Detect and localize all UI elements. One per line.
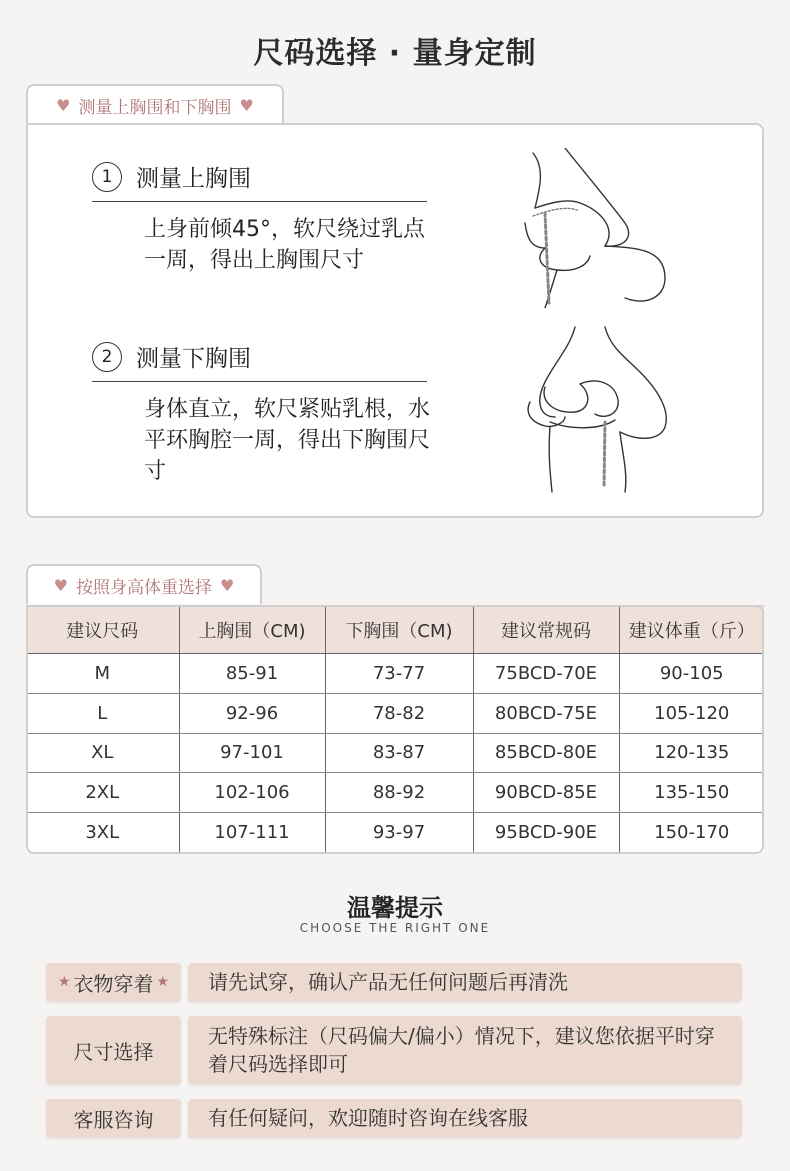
tip-label: 尺寸选择: [46, 1016, 181, 1084]
step-1-description: 上身前倾45°，软尺绕过乳点一周，得出上胸围尺寸: [144, 217, 425, 273]
tab-measure[interactable]: [26, 84, 284, 124]
table-cell: 105-120: [619, 693, 764, 733]
heart-icon: ♥: [56, 95, 71, 115]
body-illustration-upper: [505, 148, 675, 308]
table-cell: M: [26, 654, 179, 694]
table-row: [26, 693, 764, 733]
step-2-title: 测量下胸围: [136, 346, 251, 372]
step-1-heading: [92, 160, 427, 202]
tip-text: 请先试穿，确认产品无任何问题后再清洗: [188, 963, 742, 1001]
table-cell: XL: [26, 733, 179, 773]
table-row: [26, 733, 764, 773]
tips-subtitle: CHOOSE THE RIGHT ONE: [299, 921, 491, 935]
table-cell: 150-170: [619, 813, 764, 853]
tip-text: 无特殊标注（尺码偏大/偏小）情况下，建议您依据平时穿着尺码选择即可: [188, 1016, 742, 1084]
table-row: [26, 813, 764, 853]
table-cell: 107-111: [179, 813, 325, 853]
table-cell: 3XL: [26, 813, 179, 853]
tab-measure-label: 测量上胸围和下胸围: [78, 97, 232, 118]
table-cell: 97-101: [179, 733, 325, 773]
step-2-number: 2: [92, 342, 122, 372]
table-cell: 88-92: [325, 773, 473, 813]
table-header-row: [26, 606, 764, 654]
table-cell: 78-82: [325, 693, 473, 733]
table-cell: 135-150: [619, 773, 764, 813]
table-cell: 93-97: [325, 813, 473, 853]
tip-label-text: 衣物穿着: [73, 971, 154, 996]
table-row: [26, 773, 764, 813]
step-1-title: 测量上胸围: [136, 166, 251, 192]
table-cell: 102-106: [179, 773, 325, 813]
table-cell: 83-87: [325, 733, 473, 773]
table-cell: 85-91: [179, 654, 325, 694]
star-icon: ★: [156, 974, 170, 990]
heart-icon: ♥: [220, 575, 235, 595]
star-icon: ★: [57, 974, 71, 990]
column-header: 上胸围（CM): [179, 606, 325, 654]
tip-row: [46, 1016, 742, 1084]
tip-text: 有任何疑问，欢迎随时咨询在线客服: [188, 1099, 742, 1137]
table-cell: L: [26, 693, 179, 733]
tab-size-table-label: 按照身高体重选择: [76, 577, 212, 598]
table-cell: 80BCD-75E: [473, 693, 619, 733]
tip-label: 客服咨询: [46, 1099, 181, 1137]
table-cell: 90-105: [619, 654, 764, 694]
size-table: [26, 605, 764, 852]
column-header: 下胸围（CM): [325, 606, 473, 654]
table-cell: 73-77: [325, 654, 473, 694]
body-illustration-lower: [520, 322, 675, 497]
tip-row: [46, 1099, 742, 1137]
tip-row: [46, 963, 742, 1001]
tip-label: [46, 963, 181, 1001]
table-cell: 92-96: [179, 693, 325, 733]
step-2-heading: [92, 340, 427, 382]
column-header: 建议体重（斤）: [619, 606, 764, 654]
column-header: 建议尺码: [26, 606, 179, 654]
table-cell: 85BCD-80E: [473, 733, 619, 773]
table-cell: 95BCD-90E: [473, 813, 619, 853]
table-cell: 90BCD-85E: [473, 773, 619, 813]
tab-size-table[interactable]: [26, 564, 262, 604]
step-2-description: 身体直立，软尺紧贴乳根，水平环胸腔一周，得出下胸围尺寸: [144, 397, 431, 484]
table-row: [26, 654, 764, 694]
table-cell: 120-135: [619, 733, 764, 773]
step-1-number: 1: [92, 162, 122, 192]
page-title: 尺码选择 · 量身定制: [253, 36, 537, 71]
tips-title: 温馨提示: [347, 894, 443, 922]
heart-icon: ♥: [239, 95, 254, 115]
table-cell: 75BCD-70E: [473, 654, 619, 694]
table-cell: 2XL: [26, 773, 179, 813]
heart-icon: ♥: [53, 575, 68, 595]
column-header: 建议常规码: [473, 606, 619, 654]
